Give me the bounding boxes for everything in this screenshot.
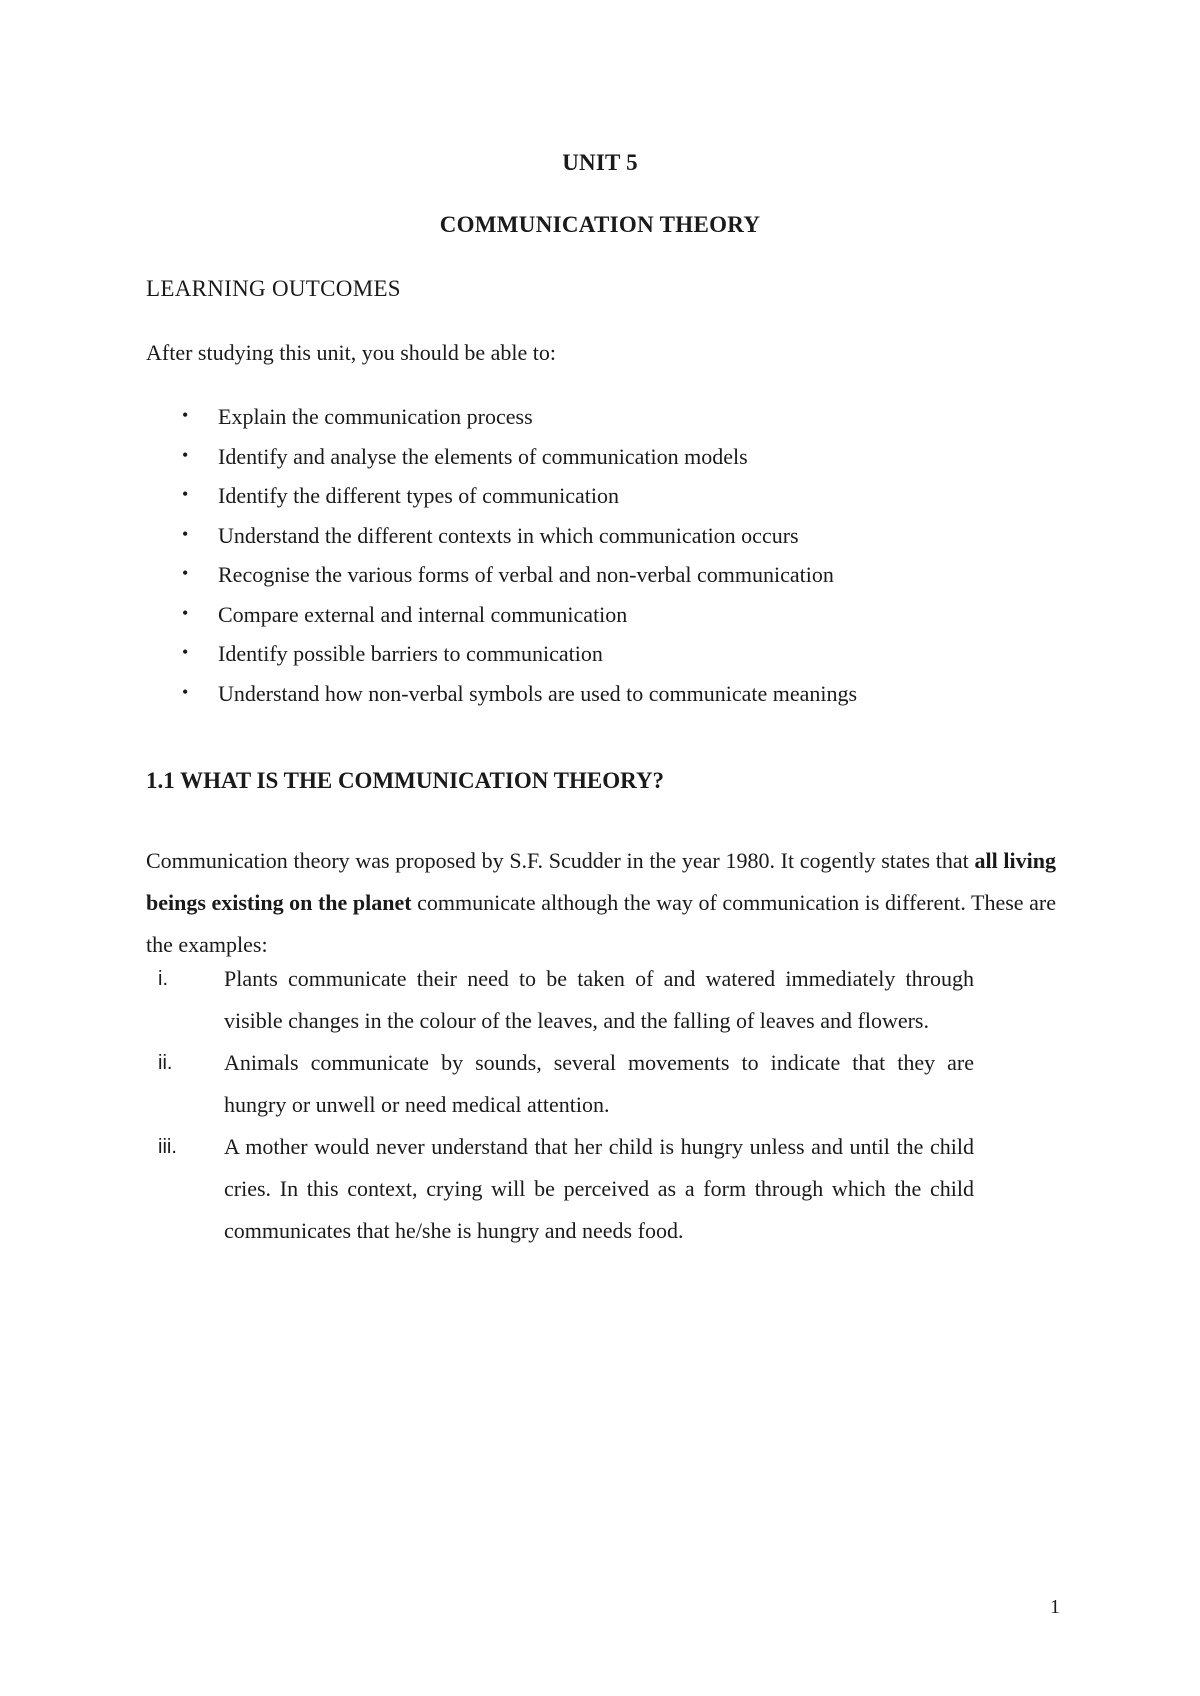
document-title: COMMUNICATION THEORY <box>439 212 761 237</box>
list-item-text: Recognise the various forms of verbal and non-verbal communication <box>218 562 834 587</box>
list-item <box>0 681 1200 721</box>
bullet-icon: • <box>182 681 189 702</box>
list-item <box>0 404 1200 444</box>
paragraph-text: communicate although the way of communication is different. These are the examples: <box>146 890 1056 957</box>
learning-outcomes-intro: After studying this unit, you should be able to: <box>146 340 557 365</box>
list-item-text: A mother would never understand that her child is hungry unless and until the child cries. In this context, crying will be perceived as a form through which the child communicates that he/she is hungry and needs food. <box>224 1134 974 1243</box>
list-item-text: Identify the different types of communication <box>218 483 619 508</box>
bullet-icon: • <box>182 444 189 465</box>
list-item <box>0 958 1200 1042</box>
list-item <box>0 523 1200 563</box>
list-item <box>0 483 1200 523</box>
list-item-text: Explain the communication process <box>218 404 533 429</box>
learning-outcomes-heading: LEARNING OUTCOMES <box>146 276 401 301</box>
list-item-number: ii. <box>158 1052 173 1074</box>
list-item-number: iii. <box>158 1136 177 1158</box>
list-item-text: Identify and analyse the elements of communication models <box>218 443 748 469</box>
page-number: 1 <box>1050 1596 1060 1618</box>
list-item <box>0 641 1200 681</box>
paragraph-text: Communication theory was proposed by S.F. Scudder in the year 1980. It cogently states that <box>146 848 975 873</box>
list-item-text: Plants communicate their need to be taken of and watered immediately through visible changes in the colour of the leaves, and the falling of leaves and flowers. <box>224 966 974 1033</box>
section-paragraph <box>146 840 1056 966</box>
bullet-icon: • <box>182 563 189 583</box>
bullet-icon: • <box>182 484 189 504</box>
list-item <box>0 1042 1200 1126</box>
learning-outcomes-list <box>0 404 1200 720</box>
list-item-text: Understand how non-verbal symbols are used to communicate meanings <box>218 680 858 706</box>
bullet-icon: • <box>182 523 189 544</box>
unit-title: UNIT 5 <box>562 150 638 175</box>
list-item-text: Understand the different contexts in which communication occurs <box>218 522 799 548</box>
bullet-icon: • <box>182 602 189 623</box>
bullet-icon: • <box>182 405 189 425</box>
list-item-text: Animals communicate by sounds, several movements to indicate that they are hungry or unwell or need medical attention. <box>224 1050 974 1117</box>
paragraph-bold-text: all living beings existing on the planet <box>146 848 1056 915</box>
bullet-icon: • <box>182 642 189 662</box>
list-item-text: Compare external and internal communication <box>218 601 628 627</box>
list-item-text: Identify possible barriers to communication <box>218 641 603 666</box>
list-item <box>0 562 1200 602</box>
list-item <box>0 1126 1200 1252</box>
list-item <box>0 444 1200 484</box>
list-item <box>0 602 1200 642</box>
section-heading: 1.1 WHAT IS THE COMMUNICATION THEORY? <box>146 768 665 793</box>
list-item-number: i. <box>158 968 168 990</box>
examples-list <box>0 958 1200 1252</box>
